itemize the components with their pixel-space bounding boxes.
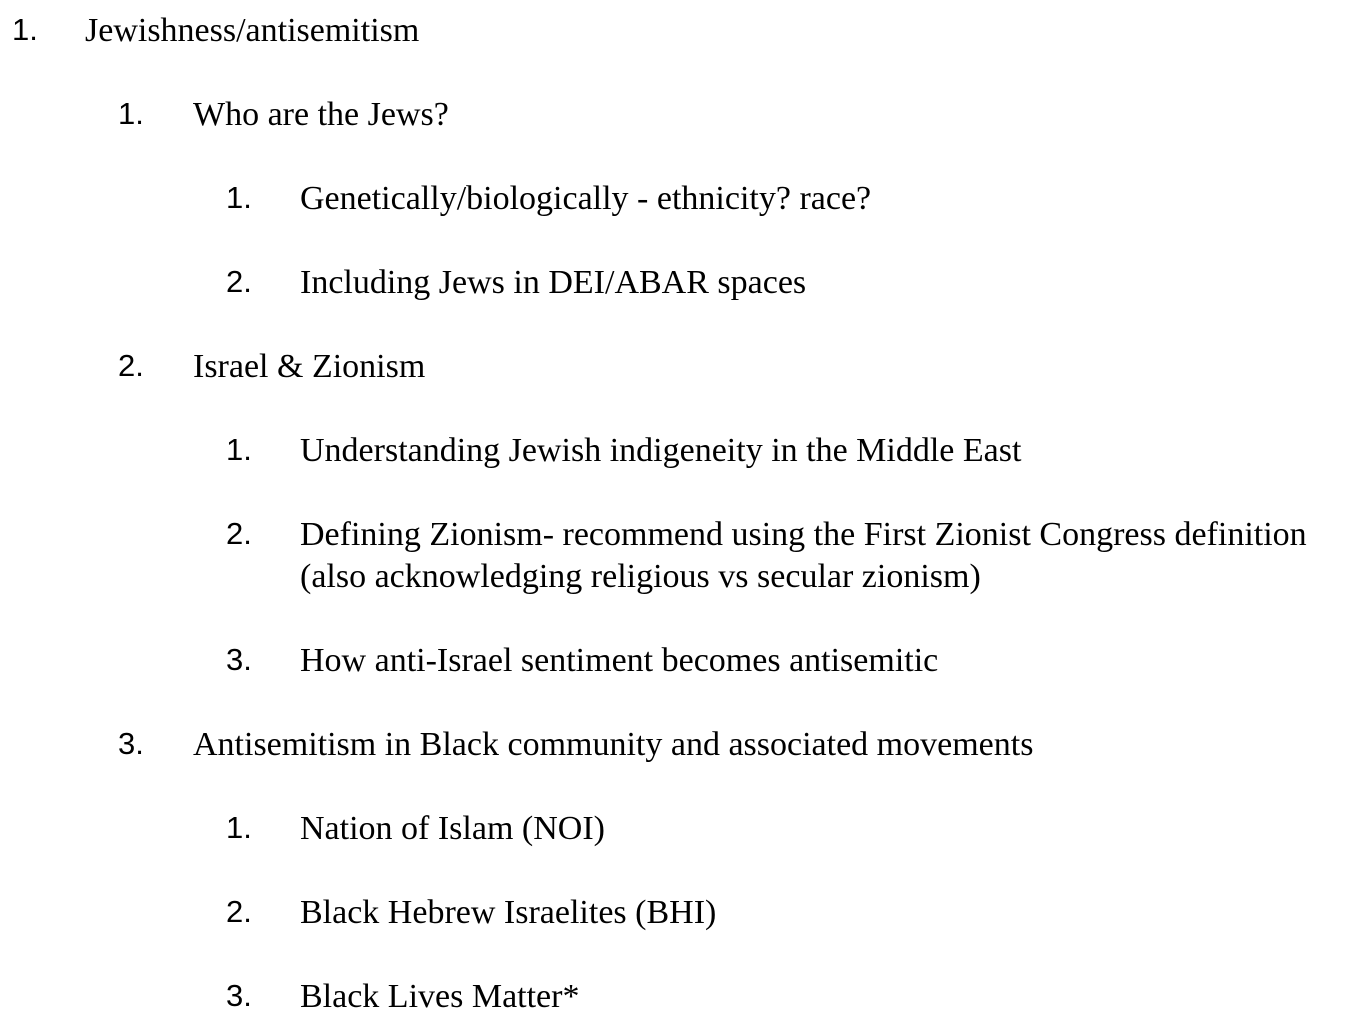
list-item-text: Israel & Zionism — [193, 348, 426, 385]
list-number: 3. — [226, 978, 252, 1013]
list-item-text: Including Jews in DEI/ABAR spaces — [300, 264, 807, 301]
list-item-text: Black Hebrew Israelites (BHI) — [300, 894, 717, 931]
list-number: 2. — [226, 264, 252, 299]
list-item-text: Nation of Islam (NOI) — [300, 810, 605, 847]
list-item-text: Antisemitism in Black community and associated movements — [193, 726, 1034, 763]
list-item-text: How anti-Israel sentiment becomes antisemitic — [300, 642, 939, 679]
list-number: 1. — [12, 12, 38, 47]
list-number: 2. — [226, 516, 252, 551]
list-item-text: Jewishness/antisemitism — [85, 12, 420, 49]
list-number: 1. — [226, 180, 252, 215]
list-number: 2. — [226, 894, 252, 929]
list-number: 1. — [226, 810, 252, 845]
list-item-text-line-2: (also acknowledging religious vs secular zionism) — [300, 558, 981, 595]
list-item-text: Understanding Jewish indigeneity in the Middle East — [300, 432, 1022, 469]
list-item-text — [300, 514, 1307, 598]
list-item-text: Genetically/biologically - ethnicity? race? — [300, 180, 872, 217]
list-item-text: Black Lives Matter* — [300, 978, 580, 1015]
list-number: 3. — [118, 726, 144, 761]
list-number: 1. — [118, 96, 144, 131]
list-item-text: Who are the Jews? — [193, 96, 449, 133]
list-number: 2. — [118, 348, 144, 383]
list-number: 3. — [226, 642, 252, 677]
list-number: 1. — [226, 432, 252, 467]
list-item-text-line-1: Defining Zionism- recommend using the First Zionist Congress definition — [300, 516, 1307, 553]
